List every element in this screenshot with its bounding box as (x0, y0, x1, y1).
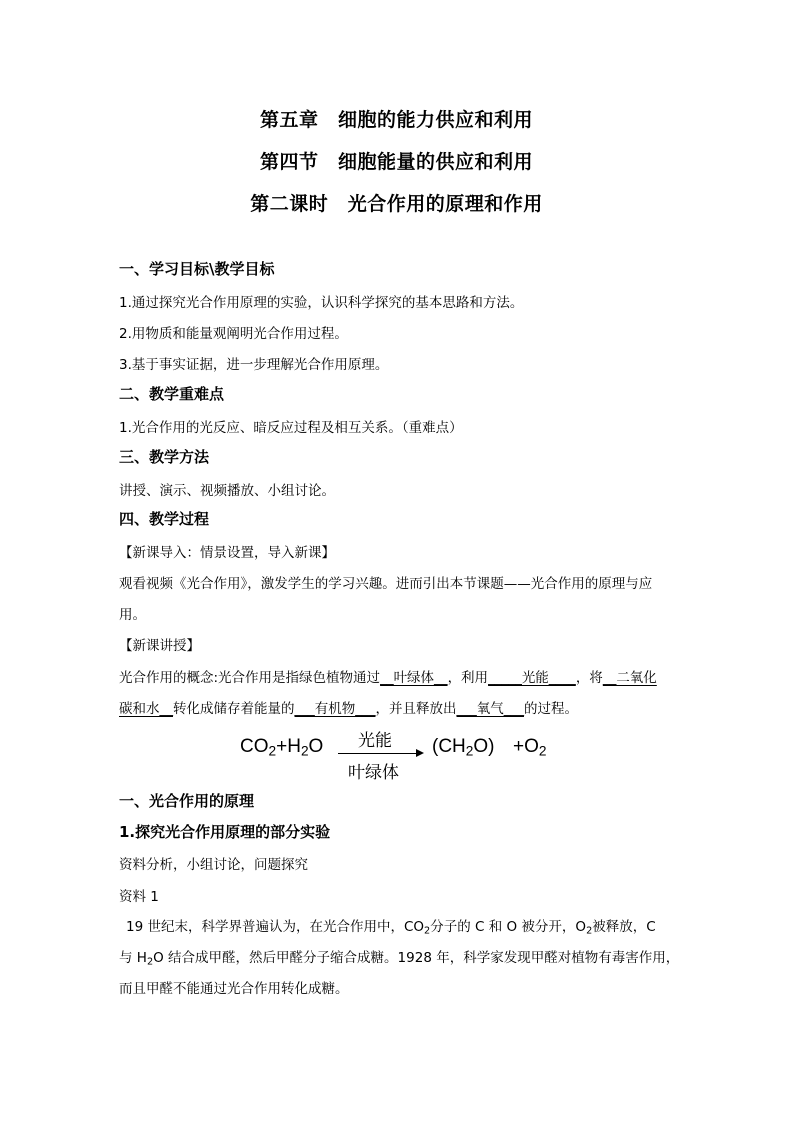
difficulty-item: 1.光合作用的光反应、暗反应过程及相互关系。（重难点） (119, 420, 463, 436)
equation-oxygen: $+O_2$ (513, 736, 547, 759)
lecture-label: 【新课讲授】 (119, 638, 200, 654)
condition-chloroplast: 叶绿体 (348, 763, 399, 783)
blank-light-energy: _____光能____ (488, 670, 576, 686)
blank-co2-water-part1: __二氧化 (602, 670, 657, 686)
section-title: 第四节 细胞能量的供应和利用 (259, 151, 533, 173)
methods-heading: 三、教学方法 (119, 448, 210, 466)
blank-chloroplast: __叶绿体__ (380, 670, 448, 686)
equation-product: $(CH_2O)$ (432, 736, 495, 759)
reaction-arrow (338, 753, 418, 754)
principle-heading: 一、光合作用的原理 (119, 792, 255, 810)
material-line-1: 19 世纪末，科学界普遍认为，在光合作用中，$CO_2$分子的 C 和 O 被分开，$O_2$被释放，C (126, 919, 656, 937)
concept-tail: 的过程。 (524, 701, 578, 717)
methods-text: 讲授、演示、视频播放、小组讨论。 (119, 483, 335, 499)
goal-item-1: 1.通过探究光合作用原理的实验，认识科学探究的基本思路和方法。 (119, 295, 524, 311)
equation-reactants: $CO_2+H_2O$ (240, 736, 324, 759)
material-line-3: 而且甲醛不能通过光合作用转化成糖。 (119, 981, 349, 997)
chapter-title: 第五章 细胞的能力供应和利用 (259, 109, 533, 131)
goals-heading: 一、学习目标\教学目标 (119, 260, 275, 278)
concept-mid-2: ，将 (575, 670, 603, 686)
condition-light: 光能 (358, 731, 392, 751)
photosynthesis-equation (240, 722, 570, 782)
intro-label: 【新课导入：情景设置，导入新课】 (119, 545, 335, 561)
material-label: 资料 1 (119, 889, 159, 905)
intro-line-1: 观看视频《光合作用》，激发学生的学习兴趣。进而引出本节课题——光合作用的原理与应 (119, 576, 653, 592)
goal-item-3: 3.基于事实证据，进一步理解光合作用原理。 (119, 357, 389, 373)
intro-line-2: 用。 (119, 607, 146, 623)
principle-subheading: 1.探究光合作用原理的部分实验 (119, 823, 331, 841)
material-line-2: 与 $H_2O$ 结合成甲醛，然后甲醛分子缩合成糖。1928 年，科学家发现甲醛对植物有毒害作用， (119, 950, 680, 968)
concept-mid-4: ，并且释放出 (375, 701, 457, 717)
process-heading: 四、教学过程 (119, 510, 210, 528)
goal-item-2: 2.用物质和能量观阐明光合作用过程。 (119, 326, 348, 342)
blank-co2-water-part2: 碳和水__ (119, 701, 173, 717)
blank-organic-matter: ___有机物___ (294, 701, 376, 717)
concept-mid-3: 转化成储存着能量的 (173, 701, 295, 717)
blank-oxygen: ___氧气___ (456, 701, 524, 717)
concept-line-1 (119, 666, 657, 686)
arrow-head-icon (416, 749, 424, 757)
difficulties-heading: 二、教学重难点 (119, 385, 225, 403)
concept-mid-1: ，利用 (447, 670, 489, 686)
concept-lead: 光合作用的概念:光合作用是指绿色植物通过 (119, 670, 381, 686)
lesson-title: 第二课时 光合作用的原理和作用 (250, 193, 543, 215)
concept-line-2 (119, 697, 578, 717)
principle-method: 资料分析，小组讨论，问题探究 (119, 857, 308, 873)
